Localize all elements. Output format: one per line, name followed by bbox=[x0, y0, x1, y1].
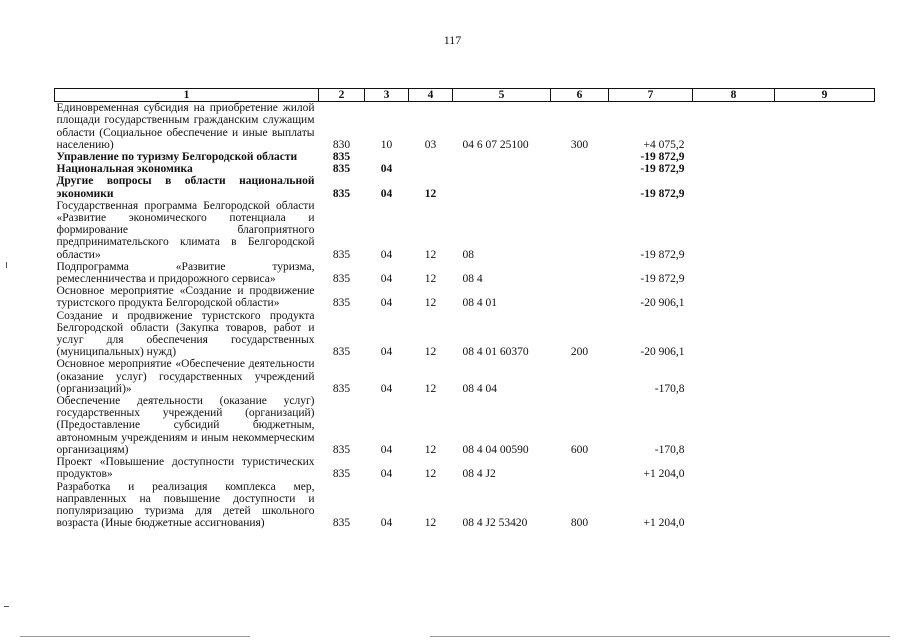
column-header: 1 bbox=[55, 89, 319, 102]
column-6-cell bbox=[551, 151, 609, 163]
column-8-cell bbox=[693, 261, 775, 285]
column-3-cell: 04 bbox=[380, 468, 393, 481]
column-header: 2 bbox=[319, 89, 365, 102]
table-row bbox=[55, 285, 875, 309]
table-row bbox=[55, 456, 875, 480]
column-8-cell bbox=[693, 163, 775, 175]
column-8-cell bbox=[693, 456, 775, 480]
column-3-cell: 04 bbox=[380, 346, 393, 359]
column-3-cell: 04 bbox=[380, 443, 393, 456]
column-4-cell: 12 bbox=[424, 273, 437, 286]
column-7-cell: -19 872,9 bbox=[640, 248, 685, 261]
row-name-cell: Создание и продвижение туристского продукта Белгородской области (Закупка товаров, работ и услуг для обеспечения государственных (муниципальных) нужд) bbox=[56, 309, 315, 359]
column-3-cell: 04 bbox=[380, 297, 393, 310]
column-header: 9 bbox=[775, 89, 875, 102]
column-2-cell: 835 bbox=[332, 443, 351, 456]
row-name-cell: Разработка и реализация комплекса мер, направленных на повышение доступности и популяризацию туризма для детей школьного возраста (Иные бюджетные ассигнования) bbox=[56, 480, 315, 530]
column-9-cell bbox=[775, 456, 875, 480]
column-7-cell: +1 204,0 bbox=[643, 468, 685, 481]
column-9-cell bbox=[775, 102, 875, 151]
column-7-cell: -170,8 bbox=[654, 443, 685, 456]
column-2-cell: 835 bbox=[332, 151, 351, 164]
column-4-cell: 12 bbox=[424, 297, 437, 310]
column-6-cell bbox=[551, 175, 609, 199]
column-5-cell: 04 6 07 25100 bbox=[462, 138, 529, 151]
column-8-cell bbox=[693, 395, 775, 456]
row-name-cell: Национальная экономика bbox=[56, 163, 193, 176]
column-3-cell: 04 bbox=[380, 273, 393, 286]
column-7-cell: -19 872,9 bbox=[640, 163, 685, 176]
column-4-cell: 12 bbox=[424, 187, 437, 200]
column-8-cell bbox=[693, 285, 775, 309]
column-9-cell bbox=[775, 395, 875, 456]
column-9-cell bbox=[775, 175, 875, 199]
table-row bbox=[55, 395, 875, 456]
column-header: 4 bbox=[409, 89, 453, 102]
column-header: 5 bbox=[453, 89, 551, 102]
column-9-cell bbox=[775, 481, 875, 530]
column-4-cell: 03 bbox=[424, 138, 437, 151]
page-number: 117 bbox=[443, 33, 462, 47]
column-3-cell: 04 bbox=[380, 163, 393, 176]
column-9-cell bbox=[775, 163, 875, 175]
table-row bbox=[55, 200, 875, 261]
column-5-cell: 08 4 J2 bbox=[462, 468, 496, 481]
margin-mark bbox=[6, 262, 7, 268]
column-7-cell: -20 906,1 bbox=[640, 297, 685, 310]
column-5-cell bbox=[453, 151, 551, 163]
column-6-cell bbox=[551, 200, 609, 261]
row-name-cell: Управление по туризму Белгородской области bbox=[56, 151, 298, 164]
column-8-cell bbox=[693, 102, 775, 151]
column-header: 3 bbox=[365, 89, 409, 102]
column-5-cell: 08 4 bbox=[462, 273, 483, 286]
row-name-cell: Основное мероприятие «Создание и продвижение туристского продукта Белгородской области» bbox=[56, 285, 315, 310]
table-row bbox=[55, 358, 875, 395]
column-2-cell: 835 bbox=[332, 517, 351, 530]
margin-mark bbox=[4, 606, 9, 607]
column-9-cell bbox=[775, 151, 875, 163]
table-row bbox=[55, 175, 875, 199]
column-3-cell: 04 bbox=[380, 248, 393, 261]
row-name-cell: Основное мероприятие «Обеспечение деятельности (оказание услуг) государственных учреждений (организаций)» bbox=[56, 358, 315, 395]
column-8-cell bbox=[693, 358, 775, 395]
column-2-cell: 835 bbox=[332, 346, 351, 359]
column-3-cell: 04 bbox=[380, 517, 393, 530]
column-8-cell bbox=[693, 200, 775, 261]
table-row bbox=[55, 151, 875, 163]
table-row bbox=[55, 310, 875, 359]
column-4-cell: 12 bbox=[424, 517, 437, 530]
table-row bbox=[55, 102, 875, 151]
column-8-cell bbox=[693, 175, 775, 199]
column-2-cell: 835 bbox=[332, 248, 351, 261]
column-3-cell: 04 bbox=[380, 187, 393, 200]
row-name-cell: Обеспечение деятельности (оказание услуг) государственных учреждений (организаций) (Предоставление субсидий бюджетным, автономным учреждениям и иным некоммерческим организациям) bbox=[56, 395, 315, 456]
column-6-cell bbox=[551, 285, 609, 309]
table-body bbox=[55, 102, 875, 530]
column-8-cell bbox=[693, 310, 775, 359]
column-9-cell bbox=[775, 358, 875, 395]
column-9-cell bbox=[775, 310, 875, 359]
table-row bbox=[55, 163, 875, 175]
column-9-cell bbox=[775, 285, 875, 309]
column-7-cell: -170,8 bbox=[654, 382, 685, 395]
column-6-cell: 800 bbox=[570, 517, 589, 530]
column-6-cell: 200 bbox=[570, 346, 589, 359]
column-9-cell bbox=[775, 261, 875, 285]
column-4-cell: 12 bbox=[424, 248, 437, 261]
column-5-cell: 08 bbox=[462, 248, 474, 261]
column-3-cell: 04 bbox=[380, 382, 393, 395]
column-6-cell bbox=[551, 358, 609, 395]
column-4-cell bbox=[409, 151, 453, 163]
column-7-cell: +1 204,0 bbox=[643, 517, 685, 530]
column-3-cell: 10 bbox=[380, 138, 393, 151]
row-name-cell: Единовременная субсидия на приобретение жилой площади государственным гражданским служащим области (Социальное обеспечение и иные выплаты населению) bbox=[56, 102, 315, 151]
column-2-cell: 835 bbox=[332, 163, 351, 176]
table-header-row bbox=[55, 89, 875, 102]
table-row bbox=[55, 261, 875, 285]
column-8-cell bbox=[693, 151, 775, 163]
bottom-rule bbox=[20, 636, 250, 637]
column-5-cell bbox=[453, 175, 551, 199]
column-7-cell: -19 872,9 bbox=[640, 151, 685, 164]
column-2-cell: 835 bbox=[332, 187, 351, 200]
column-4-cell: 12 bbox=[424, 382, 437, 395]
column-9-cell bbox=[775, 200, 875, 261]
column-8-cell bbox=[693, 481, 775, 530]
column-header: 6 bbox=[551, 89, 609, 102]
column-7-cell: -19 872,9 bbox=[640, 187, 685, 200]
column-5-cell: 08 4 04 00590 bbox=[462, 443, 529, 456]
column-5-cell: 08 4 01 60370 bbox=[462, 346, 529, 359]
column-3-cell bbox=[365, 151, 409, 163]
column-4-cell: 12 bbox=[424, 443, 437, 456]
column-4-cell: 12 bbox=[424, 468, 437, 481]
column-2-cell: 835 bbox=[332, 382, 351, 395]
column-7-cell: +4 075,2 bbox=[643, 138, 685, 151]
column-6-cell bbox=[551, 456, 609, 480]
budget-table bbox=[54, 88, 875, 529]
column-7-cell: -20 906,1 bbox=[640, 346, 685, 359]
table-row bbox=[55, 481, 875, 530]
row-name-cell: Подпрограмма «Развитие туризма, ремесленничества и придорожного сервиса» bbox=[56, 260, 315, 286]
column-4-cell bbox=[409, 163, 453, 175]
row-name-cell: Другие вопросы в области национальной экономики bbox=[56, 175, 315, 200]
column-6-cell: 600 bbox=[570, 443, 589, 456]
column-6-cell bbox=[551, 261, 609, 285]
column-5-cell: 08 4 04 bbox=[462, 382, 497, 395]
bottom-rule bbox=[430, 636, 890, 637]
column-7-cell: -19 872,9 bbox=[640, 273, 685, 286]
column-5-cell: 08 4 J2 53420 bbox=[462, 517, 528, 530]
column-5-cell: 08 4 01 bbox=[462, 297, 497, 310]
row-name-cell: Проект «Повышение доступности туристических продуктов» bbox=[56, 456, 315, 481]
column-2-cell: 835 bbox=[332, 273, 351, 286]
column-6-cell bbox=[551, 163, 609, 175]
column-2-cell: 835 bbox=[332, 297, 351, 310]
column-6-cell: 300 bbox=[570, 138, 589, 151]
column-header: 8 bbox=[693, 89, 775, 102]
column-2-cell: 835 bbox=[332, 468, 351, 481]
column-5-cell bbox=[453, 163, 551, 175]
column-2-cell: 830 bbox=[332, 138, 351, 151]
column-header: 7 bbox=[609, 89, 693, 102]
column-4-cell: 12 bbox=[424, 346, 437, 359]
row-name-cell: Государственная программа Белгородской области «Развитие экономического потенциала и формирование благоприятного предпринимательского климата в Белгородской области» bbox=[56, 199, 315, 261]
